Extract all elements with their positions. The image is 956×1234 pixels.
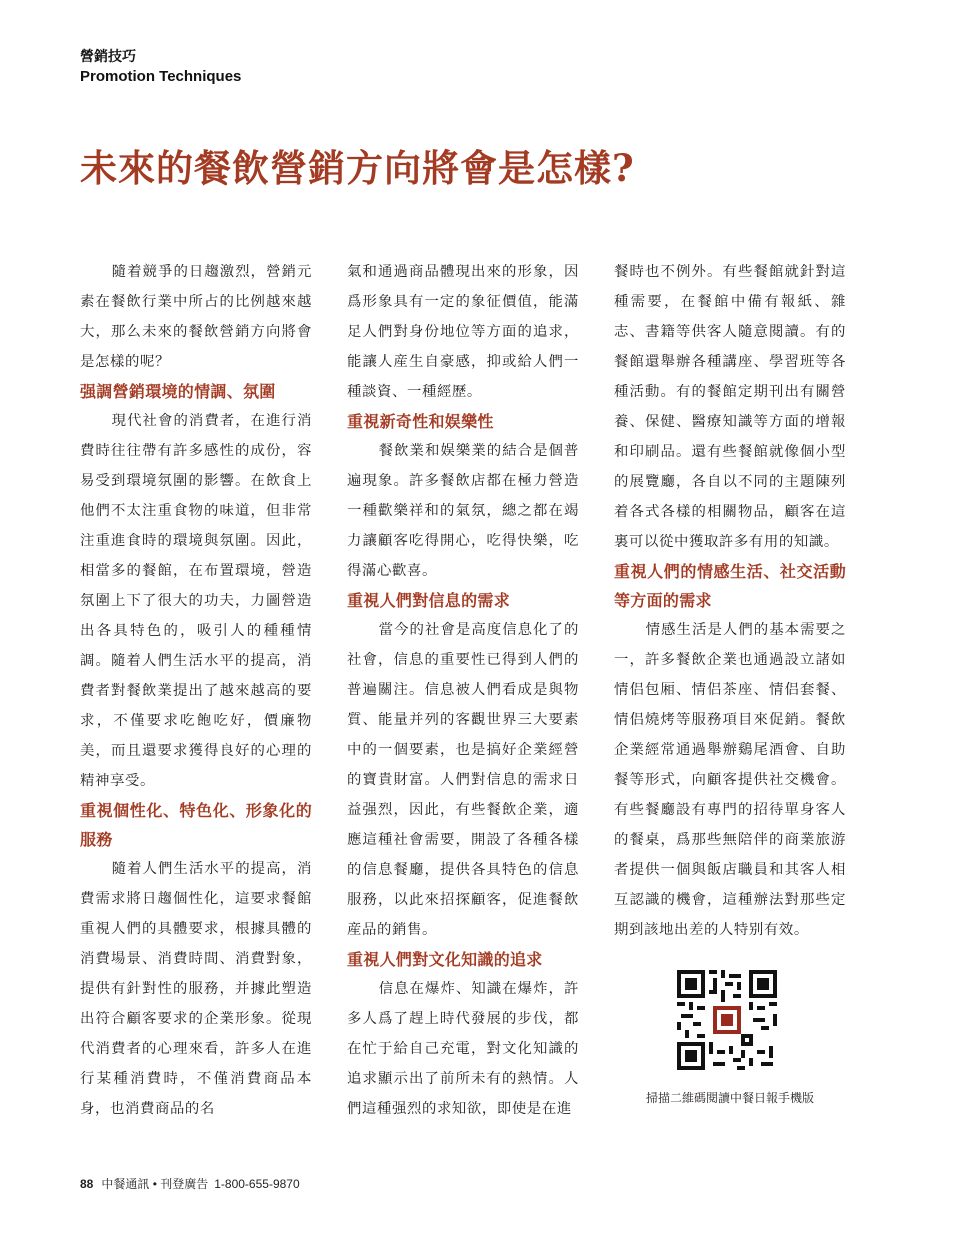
article-column-3 xyxy=(614,257,846,945)
section-body-novelty: 餐飲業和娱樂業的結合是個普遍現象。許多餐飲店都在極力營造一種歡樂祥和的氣氛，總之都在竭力讓顧客吃得開心，吃得快樂，吃得滿心歡喜。 xyxy=(347,443,579,579)
section-heading-social: 重視人們的情感生活、社交活動等方面的需求 xyxy=(614,562,846,610)
qr-code-icon[interactable] xyxy=(677,970,777,1070)
article-column-1 xyxy=(80,257,312,1124)
section-heading-information: 重視人們對信息的需求 xyxy=(347,591,511,610)
section-body-personalized: 隨着人們生活水平的提高，消費需求將日趨個性化，這要求餐館重視人們的具體要求，根據具體的消費場景、消費時間、消費對象，提供有針對性的服務，并據此塑造出符合顧客要求的企業形象。從現代消費者的心理來看，許多人在進行某種消費時，不僅消費商品本身，也消費商品的名 xyxy=(80,861,312,1117)
intro-paragraph: 隨着競爭的日趨激烈，營銷元素在餐飲行業中所占的比例越來越大，那么未來的餐飲營銷方向將會是怎樣的呢？ xyxy=(80,264,312,370)
section-label-en: Promotion Techniques xyxy=(80,68,242,85)
section-heading-ambience: 强調營銷環境的情調、氛圍 xyxy=(80,382,276,401)
page-number: 88 xyxy=(80,1177,94,1191)
qr-caption: 掃描二維碼閱讀中餐日報手機版 xyxy=(645,1091,814,1105)
section-heading-novelty: 重視新奇性和娱樂性 xyxy=(347,412,494,431)
section-body-social: 情感生活是人們的基本需要之一，許多餐飲企業也通過設立諸如情侣包厢、情侣茶座、情侣套餐、情侣燒烤等服務項目來促銷。餐飲企業經常通過舉辦鷄尾酒會、自助餐等形式，向顧客提供社交機會。有些餐廳設有專門的招待單身客人的餐桌，爲那些無陪伴的商業旅游者提供一個與飯店職員和其客人相互認識的機會，這種辦法對那些定期到該地出差的人特别有效。 xyxy=(614,622,846,938)
section-label-zh: 營銷技巧 xyxy=(80,49,136,65)
section-body-information: 當今的社會是高度信息化了的社會，信息的重要性已得到人們的普遍關注。信息被人們看成是與物質、能量并列的客觀世界三大要素中的一個要素，也是搞好企業經營的寶貴財富。人們對信息的需求日益强烈，因此，有些餐飲企業，適應這種社會需要，開設了各種各樣的信息餐廳，提供各具特色的信息服務，以此來招探顧客，促進餐飲産品的銷售。 xyxy=(347,622,579,938)
page-footer xyxy=(80,1176,300,1192)
section-heading-personalized: 重視個性化、特色化、形象化的服務 xyxy=(80,801,312,849)
section-body-culture: 信息在爆炸、知識在爆炸，許多人爲了趕上時代發展的步伐，都在忙于給自己充電，對文化知識的追求顯示出了前所未有的熱情。人們這種强烈的求知欲，即使是在進 xyxy=(347,981,579,1117)
section-heading-culture: 重視人們對文化知識的追求 xyxy=(347,950,543,969)
advertising-phone: 1-800-655-9870 xyxy=(214,1177,300,1191)
article-title: 未來的餐飲營銷方向將會是怎樣? xyxy=(80,146,635,190)
section-body-personalized-cont: 氣和通過商品體現出來的形象，因爲形象具有一定的象征價值，能滿足人們對身份地位等方面的追求，能讓人産生自豪感，抑或給人們一種談資、一種經歷。 xyxy=(347,264,579,400)
section-body-culture-cont: 餐時也不例外。有些餐館就針對這種需要，在餐館中備有報紙、雜志、書籍等供客人隨意閱讀。有的餐館還舉辦各種講座、學習班等各種活動。有的餐館定期刊出有關營養、保健、醫療知識等方面的增報和印刷品。還有些餐館就像個小型的展覽廳，各自以不同的主題陳列着各式各樣的相關物品，顧客在這裏可以從中獲取許多有用的知識。 xyxy=(614,264,846,550)
section-body-ambience: 現代社會的消費者，在進行消費時往往帶有許多感性的成份，容易受到環境氛圍的影響。在飲食上他們不太注重食物的味道，但非常注重進食時的環境與氛圍。因此，相當多的餐館，在布置環境，營造氛圍上下了很大的功夫，力圖營造出各具特色的，吸引人的種種情調。隨着人們生活水平的提高，消費者對餐飲業提出了越來越高的要求，不僅要求吃飽吃好，價廉物美，而且還要求獲得良好的心理的精神享受。 xyxy=(80,413,312,789)
publication-name: 中餐通訊 • 刊登廣告 xyxy=(101,1177,209,1191)
article-column-2 xyxy=(347,257,579,1124)
